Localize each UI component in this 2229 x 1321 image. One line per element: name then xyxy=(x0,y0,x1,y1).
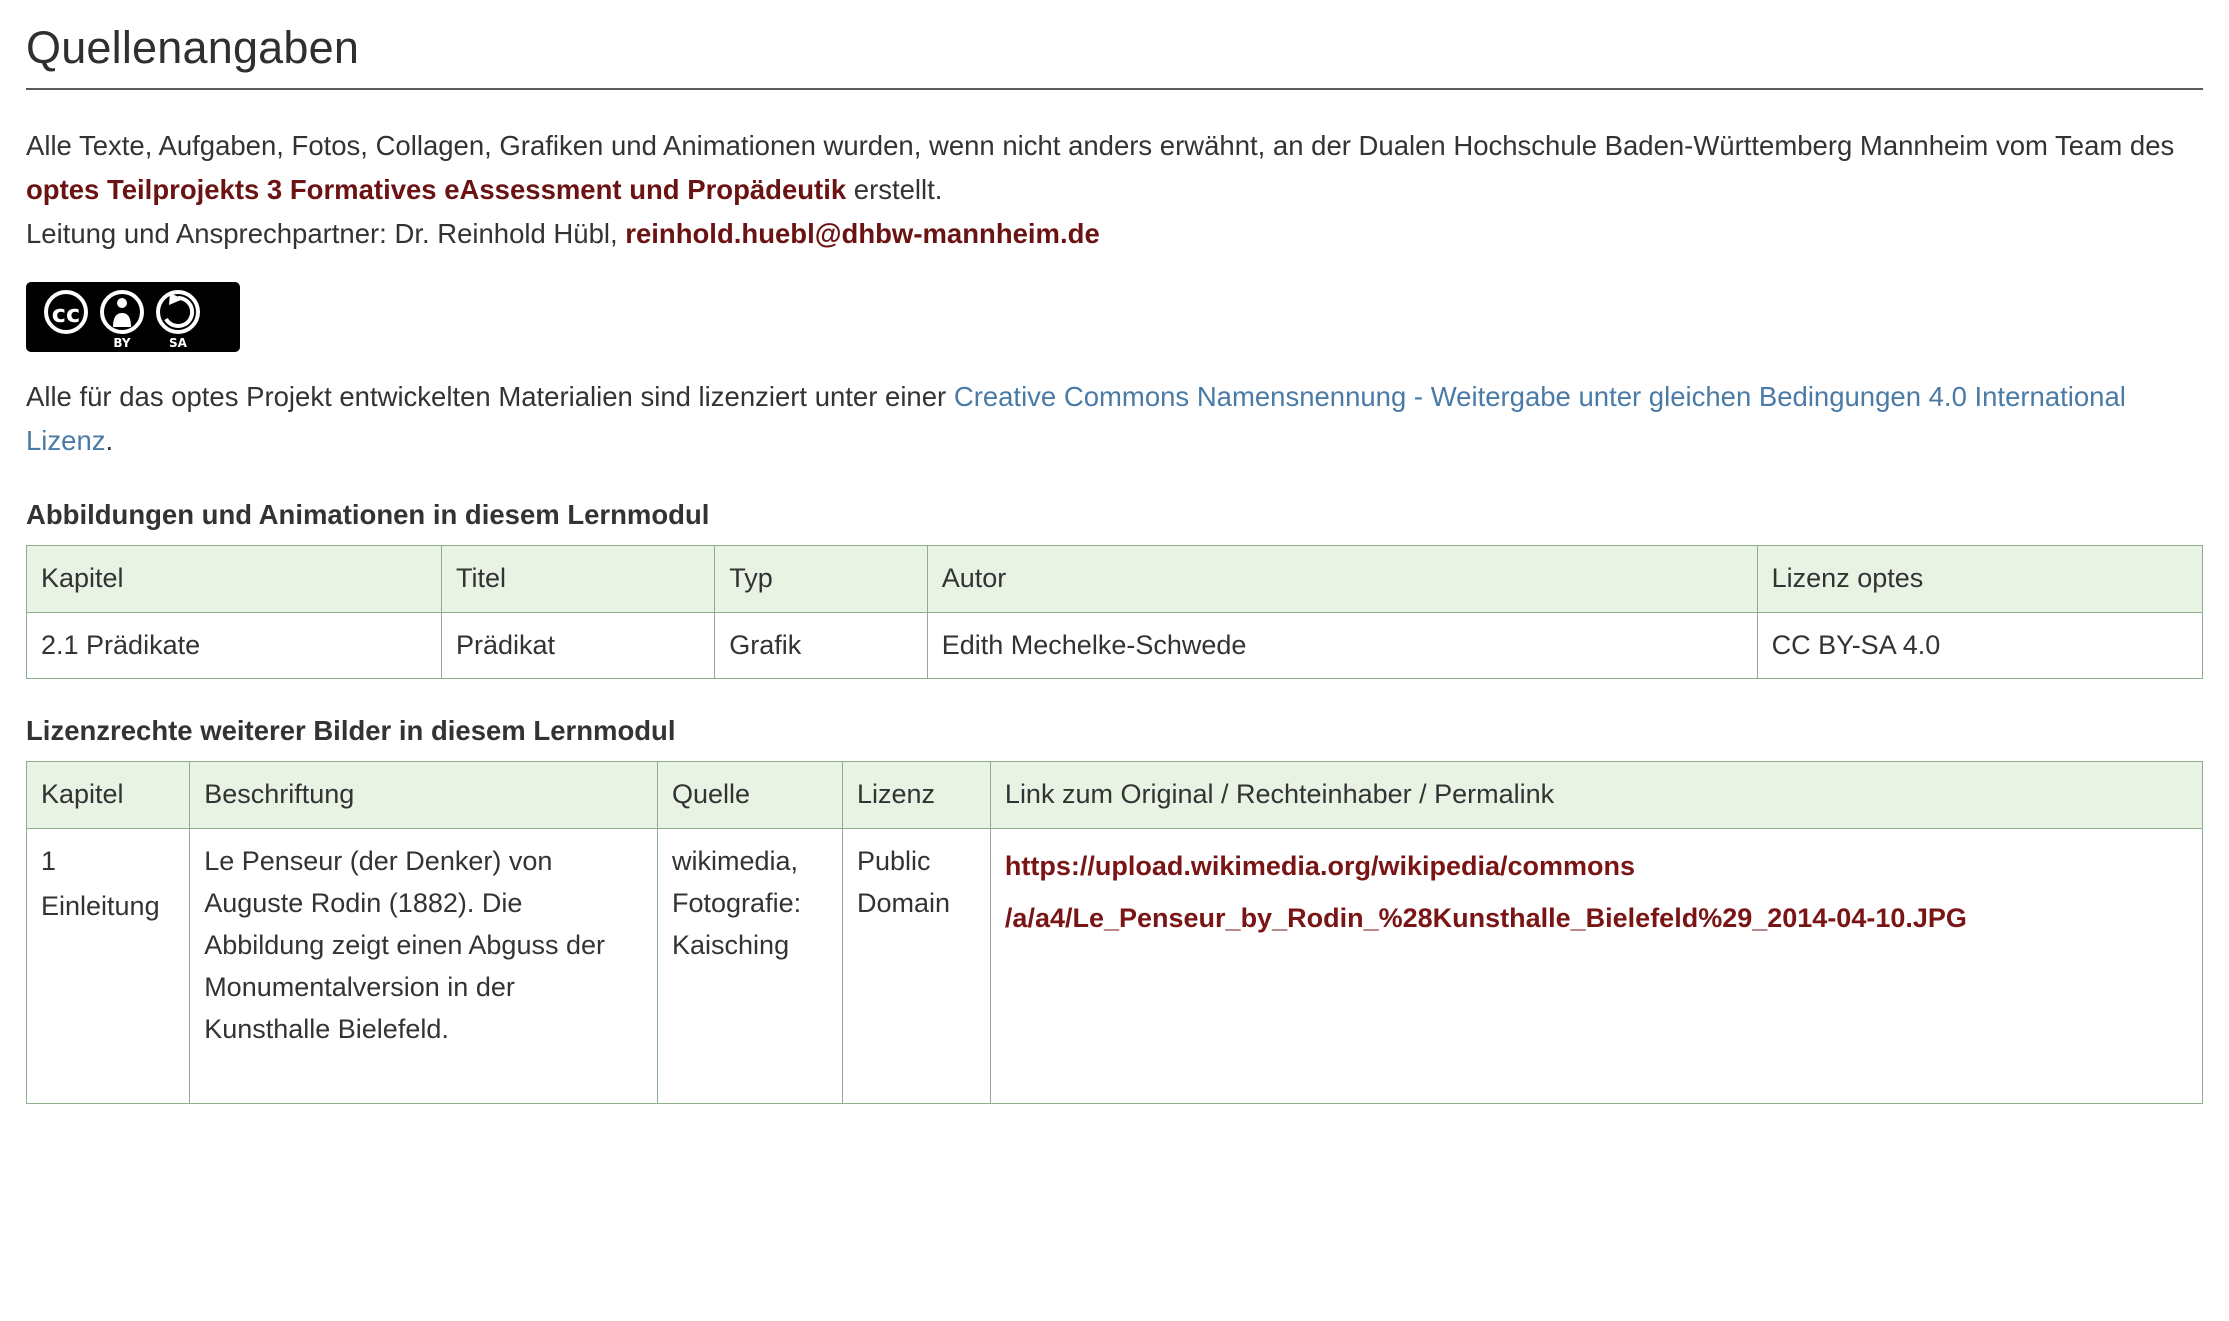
table-row xyxy=(27,829,2203,1104)
creative-commons-icon[interactable] xyxy=(26,282,240,352)
rights-section-heading: Lizenzrechte weiterer Bilder in diesem Lernmodul xyxy=(26,715,676,747)
intro-text-part1: Alle Texte, Aufgaben, Fotos, Collagen, Grafiken und Animationen wurden, wenn nicht anders erwähnt, an der Dualen Hochschule Baden-Württemberg Mannheim vom Team des xyxy=(26,129,2175,161)
cc-license-link[interactable]: Creative Commons Namensnennung - Weitergabe unter gleichen Bedingungen 4.0 International Lizenz xyxy=(26,380,2126,456)
table-header-row xyxy=(27,762,2203,829)
table-header-row xyxy=(27,545,2203,612)
license-paragraph xyxy=(26,375,2203,463)
table-row xyxy=(27,612,2203,679)
page-title: Quellenangaben xyxy=(26,22,360,73)
figures-section-heading: Abbildungen und Animationen in diesem Lernmodul xyxy=(26,498,710,530)
contact-paragraph xyxy=(26,212,2203,256)
cell-beschriftung: Le Penseur (der Denker) von Auguste Rodin (1882). Die Abbildung zeigt einen Abguss der Monumentalversion in der Kunsthalle Bielefeld. xyxy=(190,829,658,1104)
svg-text:SA: SA xyxy=(169,335,187,349)
svg-text:BY: BY xyxy=(113,335,131,349)
column-header-autor: Autor xyxy=(927,545,1757,612)
column-header-beschriftung: Beschriftung xyxy=(190,762,658,829)
cell-link xyxy=(990,829,2202,1104)
cell-kapitel-line2: Einleitung xyxy=(41,891,160,922)
contact-label: Leitung und Ansprechpartner: Dr. Reinhold Hübl, xyxy=(26,217,626,249)
cc-badge-container xyxy=(26,282,2203,357)
contact-email[interactable]: reinhold.huebl@dhbw-mannheim.de xyxy=(625,217,1100,249)
intro-text-part2: erstellt. xyxy=(846,173,943,205)
project-name: optes Teilprojekts 3 Formatives eAssessment und Propädeutik xyxy=(26,173,847,205)
original-link-line2[interactable]: /a/a4/Le_Penseur_by_Rodin_%28Kunsthalle_Bielefeld%29_2014-04-10.JPG xyxy=(1004,902,1967,933)
cell-autor: Edith Mechelke-Schwede xyxy=(927,612,1757,679)
cell-kapitel-line1: 1 xyxy=(41,846,57,877)
column-header-lizenz-optes: Lizenz optes xyxy=(1757,545,2202,612)
column-header-titel: Titel xyxy=(441,545,714,612)
original-link-line1[interactable]: https://upload.wikimedia.org/wikipedia/commons xyxy=(1004,851,1636,882)
figures-table xyxy=(26,545,2203,680)
column-header-lizenz: Lizenz xyxy=(842,762,990,829)
column-header-link: Link zum Original / Rechteinhaber / Permalink xyxy=(990,762,2202,829)
license-text-part2: . xyxy=(105,424,114,456)
cell-lizenz: CC BY-SA 4.0 xyxy=(1757,612,2202,679)
column-header-typ: Typ xyxy=(715,545,928,612)
cell-lizenz: Public Domain xyxy=(842,829,990,1104)
cell-titel: Prädikat xyxy=(441,612,714,679)
column-header-kapitel: Kapitel xyxy=(27,545,442,612)
cell-quelle: wikimedia, Fotografie: Kaisching xyxy=(658,829,843,1104)
license-text-part1: Alle für das optes Projekt entwickelten Materialien sind lizenziert unter einer xyxy=(26,380,954,412)
cell-typ: Grafik xyxy=(715,612,928,679)
cell-kapitel xyxy=(27,829,190,1104)
intro-paragraph xyxy=(26,124,2203,212)
title-divider xyxy=(26,88,2203,90)
column-header-quelle: Quelle xyxy=(658,762,843,829)
rights-table xyxy=(26,761,2203,1104)
column-header-kapitel: Kapitel xyxy=(27,762,190,829)
svg-text:cc: cc xyxy=(51,299,81,328)
cell-kapitel: 2.1 Prädikate xyxy=(27,612,442,679)
